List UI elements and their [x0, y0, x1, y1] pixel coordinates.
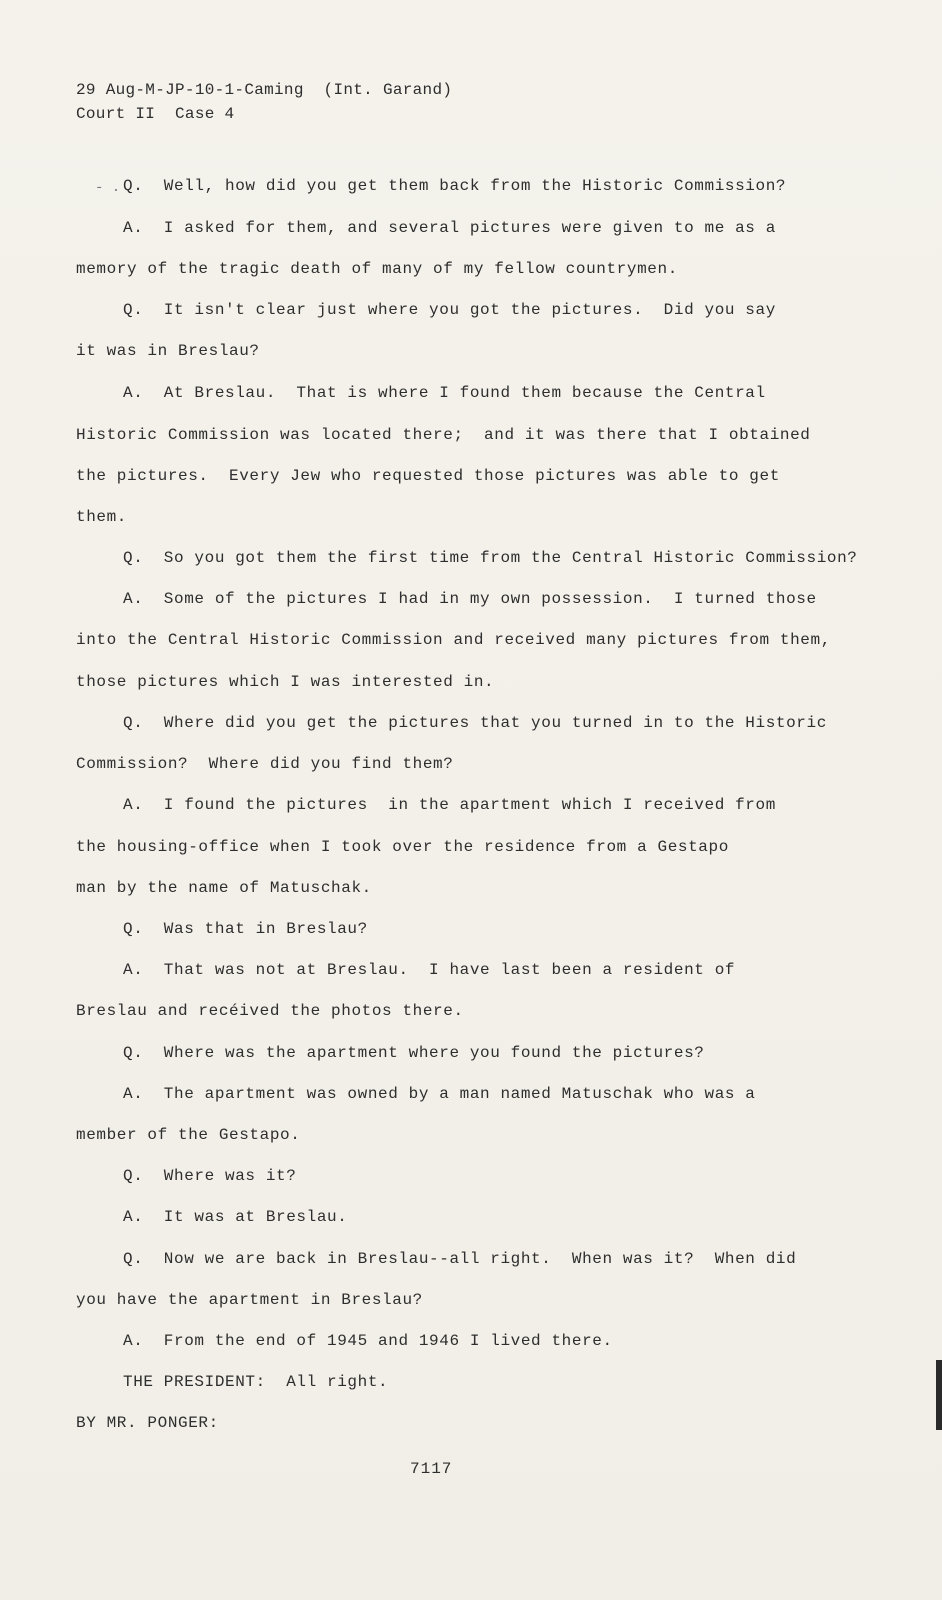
transcript-line: Q. It isn't clear just where you got the pictures. Did you say: [123, 301, 776, 319]
transcript-line: A. I asked for them, and several pictures were given to me as a: [123, 219, 776, 237]
transcript-line: memory of the tragic death of many of my fellow countrymen.: [76, 260, 678, 278]
transcript-line: those pictures which I was interested in.: [76, 673, 495, 691]
transcript-line: man by the name of Matuschak.: [76, 879, 372, 897]
transcript-line: Q. So you got them the first time from the Central Historic Commission?: [123, 549, 858, 567]
scan-edge-mark: [936, 1360, 942, 1430]
transcript-line: into the Central Historic Commission and received many pictures from them,: [76, 631, 831, 649]
transcript-line: Q. Well, how did you get them back from the Historic Commission?: [123, 177, 787, 195]
transcript-line: A. Some of the pictures I had in my own possession. I turned those: [123, 590, 817, 608]
transcript-line: THE PRESIDENT: All right.: [123, 1373, 389, 1391]
header-court-case: Court II Case 4: [76, 105, 235, 123]
transcript-line: A. At Breslau. That is where I found them because the Central: [123, 384, 766, 402]
page-number: 7117: [410, 1460, 453, 1478]
transcript-line: A. It was at Breslau.: [123, 1208, 348, 1226]
transcript-line: BY MR. PONGER:: [76, 1414, 219, 1432]
margin-mark: - .: [95, 180, 121, 196]
transcript-line: Q. Was that in Breslau?: [123, 920, 368, 938]
transcript-line: you have the apartment in Breslau?: [76, 1291, 423, 1309]
transcript-line: A. That was not at Breslau. I have last been a resident of: [123, 961, 736, 979]
transcript-line: member of the Gestapo.: [76, 1126, 301, 1144]
transcript-line: Historic Commission was located there; and it was there that I obtained: [76, 426, 811, 444]
transcript-line: A. From the end of 1945 and 1946 I lived there.: [123, 1332, 613, 1350]
transcript-line: A. The apartment was owned by a man named Matuschak who was a: [123, 1085, 756, 1103]
transcript-line: Q. Now we are back in Breslau--all right. When was it? When did: [123, 1250, 797, 1268]
document-header: [76, 78, 452, 126]
transcript-line: the housing-office when I took over the residence from a Gestapo: [76, 838, 729, 856]
header-reference: 29 Aug-M-JP-10-1-Caming (Int. Garand): [76, 81, 453, 99]
transcript-line: Commission? Where did you find them?: [76, 755, 454, 773]
transcript-line: Q. Where was it?: [123, 1167, 297, 1185]
transcript-line: Q. Where did you get the pictures that you turned in to the Historic: [123, 714, 827, 732]
transcript-line: it was in Breslau?: [76, 342, 260, 360]
transcript-line: Q. Where was the apartment where you found the pictures?: [123, 1044, 705, 1062]
transcript-line: the pictures. Every Jew who requested those pictures was able to get: [76, 467, 780, 485]
transcript-line: Breslau and recéived the photos there.: [76, 1002, 464, 1020]
transcript-line: A. I found the pictures in the apartment which I received from: [123, 796, 776, 814]
transcript-line: them.: [76, 508, 128, 526]
